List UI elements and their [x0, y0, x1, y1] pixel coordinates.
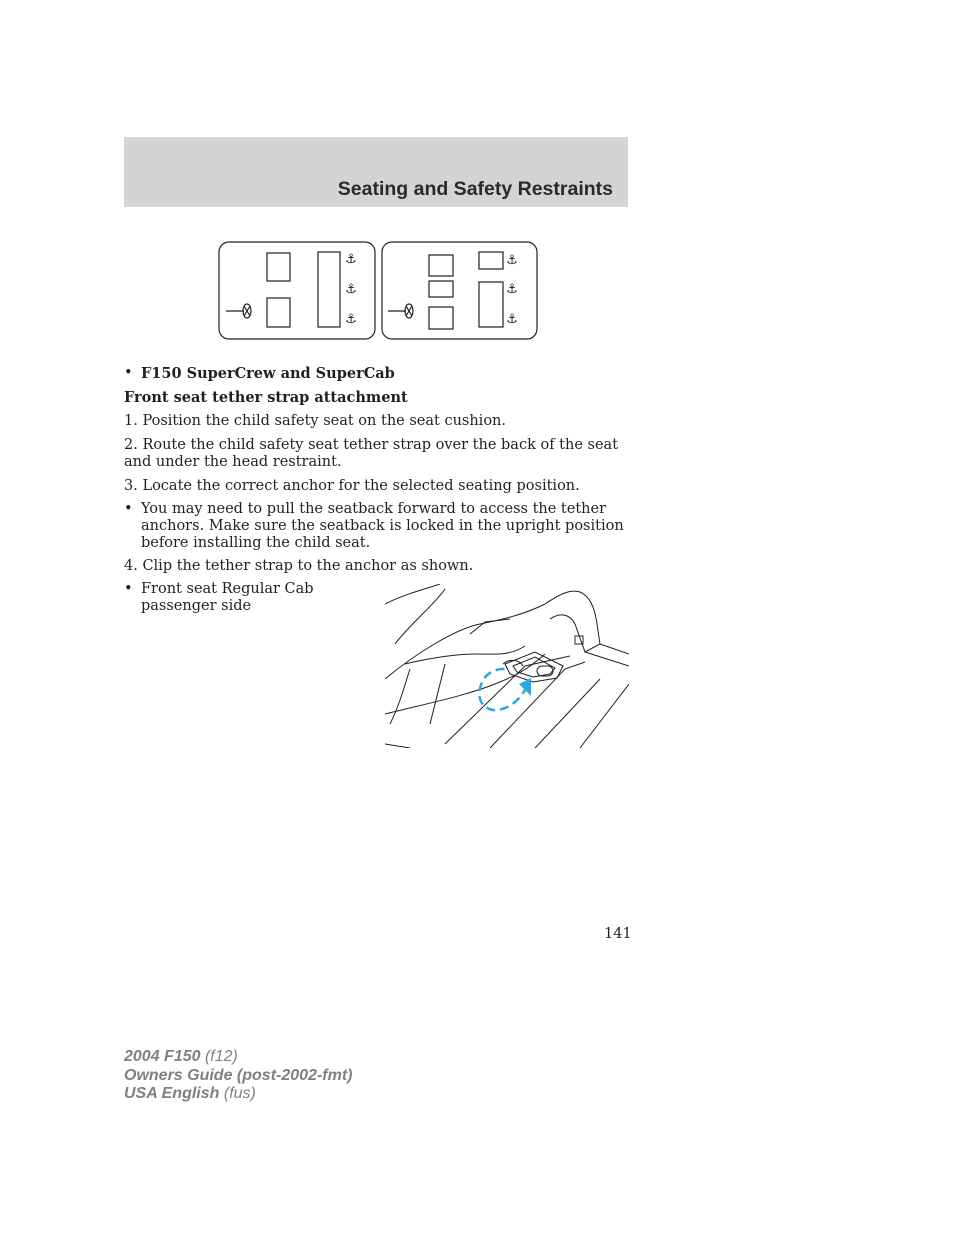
bullet-marker: •: [124, 581, 133, 597]
footer-guide: Owners Guide (post-2002-fmt): [124, 1066, 353, 1084]
seat-front-left: [267, 253, 290, 281]
step-3: 3. Locate the correct anchor for the selected seating position.: [124, 478, 580, 494]
seat-front-right-2: [479, 252, 503, 269]
step-1: 1. Position the child safety seat on the seat cushion.: [124, 413, 506, 429]
footer-language: USA English: [124, 1085, 220, 1102]
caption-bullet-text: Front seat Regular Cab passenger side: [141, 581, 314, 614]
step-2: 2. Route the child safety seat tether strap over the back of the seat and under the head restraint.: [124, 437, 619, 470]
subheading: Front seat tether strap attachment: [124, 389, 408, 406]
bullet-marker: •: [124, 365, 133, 381]
seat-front-left-2: [429, 255, 453, 276]
footer: [124, 1048, 352, 1104]
section-bullet-text: F150 SuperCrew and SuperCab: [141, 365, 395, 382]
light-bulb-icon: [388, 304, 413, 318]
page-number: 141: [604, 926, 632, 942]
footer-model: 2004 F150: [124, 1048, 201, 1065]
seat-front-center-2: [429, 281, 453, 297]
light-bulb-icon: [226, 304, 251, 318]
anchor-icon: ⚓: [506, 253, 518, 268]
seat-bench-right: [318, 252, 340, 327]
anchor-icon: ⚓: [506, 282, 518, 297]
section-bullet: [124, 365, 628, 382]
rotation-arrow: [479, 669, 531, 710]
footer-model-code: (f12): [200, 1048, 238, 1065]
caption-bullet: [124, 581, 376, 615]
anchor-icon: ⚓: [345, 252, 357, 267]
note-bullet: [124, 501, 628, 552]
anchor-icon: ⚓: [345, 282, 357, 297]
footer-line-2: [124, 1067, 352, 1086]
bullet-marker: •: [124, 501, 133, 517]
tether-anchor-illustration: [385, 584, 629, 748]
seat-rear-left: [267, 298, 290, 327]
footer-line-1: [124, 1048, 352, 1067]
seating-anchor-diagram: [218, 241, 540, 341]
anchor-icon: ⚓: [345, 312, 357, 327]
anchor-icon: ⚓: [506, 312, 518, 327]
seat-rear-left-2: [429, 307, 453, 329]
note-bullet-text: You may need to pull the seatback forward to access the tether anchors. Make sure the seatback is locked in the upright position before installing the child seat.: [141, 501, 624, 551]
step-4: 4. Clip the tether strap to the anchor as shown.: [124, 558, 474, 574]
footer-line-3: [124, 1085, 352, 1104]
page-title: Seating and Safety Restraints: [337, 178, 613, 200]
seat-rear-right-2: [479, 282, 503, 327]
footer-language-code: (fus): [219, 1085, 256, 1102]
header-band: [124, 137, 628, 207]
